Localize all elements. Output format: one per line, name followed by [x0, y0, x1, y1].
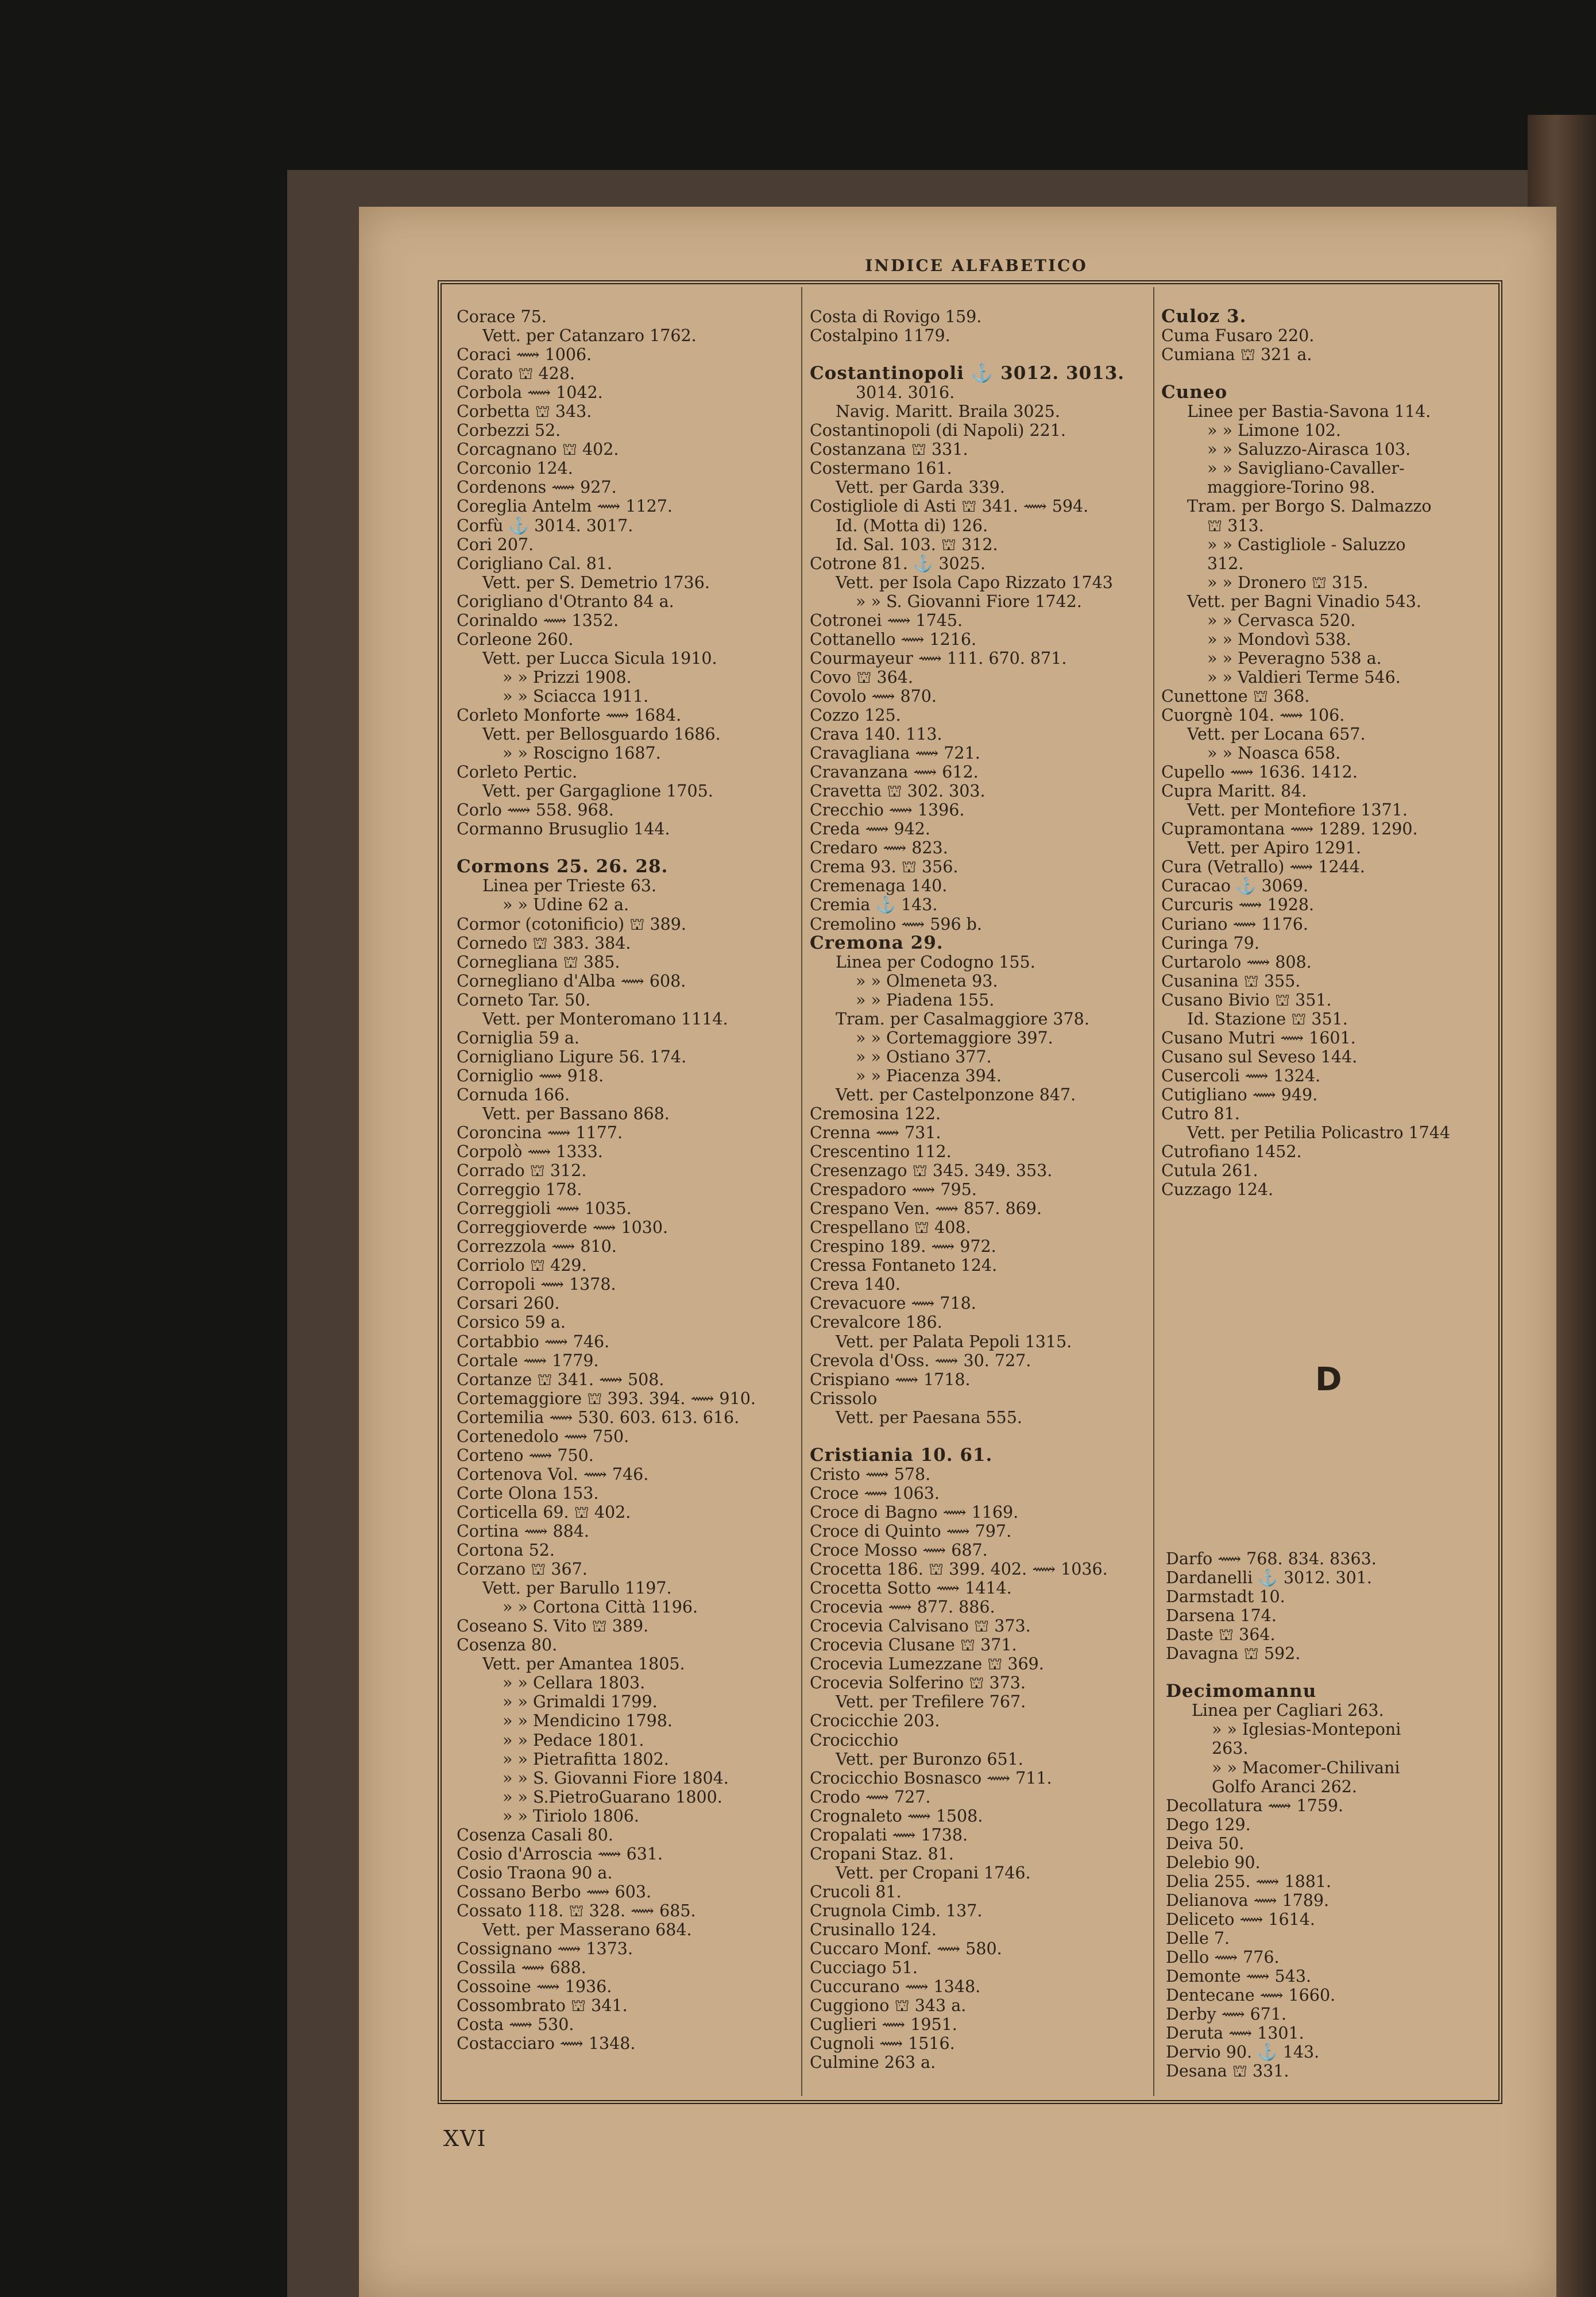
index-entry: Cosenza Casali 80.: [457, 1825, 613, 1844]
index-entry: ⛫ 313.: [1207, 516, 1264, 535]
index-entry: Id. (Motta di) 126.: [836, 516, 988, 535]
index-entry: Costa di Rovigo 159.: [810, 307, 982, 326]
index-entry: Culmine 263 a.: [810, 2053, 936, 2072]
index-entry: Cori 207.: [457, 535, 534, 554]
index-entry: » » Sciacca 1911.: [503, 686, 649, 706]
index-entry: [810, 345, 1143, 364]
index-entry: » » Prizzi 1908.: [503, 667, 632, 687]
index-entry: Cossato 118. ⛫ 328. ⟿ 685.: [457, 1901, 696, 1920]
index-entry: Cornegliano d'Alba ⟿ 608.: [457, 971, 686, 991]
index-entry: Corrado ⛫ 312.: [457, 1161, 587, 1181]
index-entry: Corteno ⟿ 750.: [457, 1445, 594, 1465]
index-entry: Cortanze ⛫ 341. ⟿ 508.: [457, 1370, 664, 1389]
index-entry: Cuccurano ⟿ 1348.: [810, 1977, 981, 1997]
section-letter: D: [1315, 1361, 1342, 1398]
index-entry: » » Noasca 658.: [1207, 744, 1341, 763]
index-entry: Creda ⟿ 942.: [810, 819, 930, 839]
index-entry: Vett. per Castelponzone 847.: [836, 1085, 1076, 1104]
index-entry: Costermano 161.: [810, 459, 952, 478]
index-entry: Linea per Trieste 63.: [482, 876, 657, 896]
index-entry: Vett. per Monteromano 1114.: [482, 1009, 728, 1028]
index-entry: Cusanina ⛫ 355.: [1161, 971, 1301, 991]
index-entry: Crecchio ⟿ 1396.: [810, 801, 965, 820]
index-entry: Cornuda 166.: [457, 1085, 570, 1104]
index-entry: Linee per Bastia-Savona 114.: [1187, 402, 1431, 421]
index-column-3-letter-d: [1166, 1549, 1499, 2081]
index-entry: Darfo ⟿ 768. 834. 8363.: [1166, 1549, 1377, 1568]
index-entry: Cortenedolo ⟿ 750.: [457, 1426, 629, 1446]
index-entry: Corsico 59 a.: [457, 1313, 566, 1332]
index-entry: Correzzola ⟿ 810.: [457, 1237, 617, 1256]
index-entry: Cutula 261.: [1161, 1161, 1258, 1181]
index-entry: Vett. per Isola Capo Rizzato 1743: [836, 573, 1113, 592]
index-entry: Vett. per Lucca Sicula 1910.: [482, 648, 717, 668]
index-entry: Linea per Codogno 155.: [836, 952, 1035, 972]
index-entry: Dervio 90. ⚓ 143.: [1166, 2043, 1320, 2062]
index-entry: Curiano ⟿ 1176.: [1161, 914, 1308, 934]
column-rule: [1153, 287, 1154, 2096]
index-entry: Costantinopoli (di Napoli) 221.: [810, 421, 1066, 440]
index-entry: Corigliano d'Otranto 84 a.: [457, 591, 674, 611]
index-entry: Costa ⟿ 530.: [457, 2015, 574, 2035]
index-entry: Covo ⛫ 364.: [810, 667, 913, 687]
index-entry: Crocevia Calvisano ⛫ 373.: [810, 1617, 1031, 1636]
index-entry: Cunettone ⛫ 368.: [1161, 686, 1310, 706]
index-entry: Dego 129.: [1166, 1815, 1251, 1834]
index-entry: Vett. per Barullo 1197.: [482, 1579, 672, 1598]
index-entry: » » Piadena 155.: [856, 990, 995, 1010]
index-entry: Cremenaga 140.: [810, 876, 948, 896]
index-entry: » » Mendicino 1798.: [503, 1711, 673, 1731]
index-entry: Crocevia Clusane ⛫ 371.: [810, 1635, 1017, 1655]
index-entry: Cremolino ⟿ 596 b.: [810, 914, 982, 934]
index-entry: Dentecane ⟿ 1660.: [1166, 1986, 1336, 2005]
index-entry: » » Roscigno 1687.: [503, 744, 661, 763]
index-entry: Corcagnano ⛫ 402.: [457, 440, 619, 459]
index-entry: » » Macomer-Chilivani: [1212, 1758, 1400, 1777]
index-entry: Cristiania 10. 61.: [810, 1444, 993, 1465]
index-entry: Cristo ⟿ 578.: [810, 1464, 931, 1484]
index-entry: Dardanelli ⚓ 3012. 301.: [1166, 1568, 1372, 1588]
index-entry: Credaro ⟿ 823.: [810, 838, 948, 858]
index-entry: Cortemilia ⟿ 530. 603. 613. 616.: [457, 1407, 740, 1427]
index-entry: Vett. per Bellosguardo 1686.: [482, 725, 721, 744]
index-entry: » » Iglesias-Monteponi: [1212, 1720, 1401, 1739]
index-entry: Cupello ⟿ 1636. 1412.: [1161, 763, 1358, 782]
index-entry: Cortona 52.: [457, 1541, 555, 1560]
index-entry: Cremona 29.: [810, 932, 944, 953]
index-entry: Corbetta ⛫ 343.: [457, 402, 592, 421]
index-entry: Navig. Maritt. Braila 3025.: [836, 402, 1060, 421]
index-entry: Davagna ⛫ 592.: [1166, 1644, 1301, 1664]
index-entry: Crocicchio: [810, 1730, 899, 1750]
index-entry: Cuorgnè 104. ⟿ 106.: [1161, 705, 1345, 725]
index-entry: Croce di Quinto ⟿ 797.: [810, 1522, 1012, 1541]
index-entry: Vett. per Cropani 1746.: [836, 1863, 1031, 1882]
index-entry: Crevacuore ⟿ 718.: [810, 1294, 976, 1313]
index-entry: Coraci ⟿ 1006.: [457, 345, 592, 365]
index-entry: Creva 140.: [810, 1275, 901, 1294]
index-entry: Cusercoli ⟿ 1324.: [1161, 1066, 1321, 1085]
index-entry: » » Grimaldi 1799.: [503, 1692, 658, 1712]
index-entry: Vett. per Palata Pepoli 1315.: [836, 1332, 1072, 1351]
index-entry: Corato ⛫ 428.: [457, 364, 575, 384]
index-entry: Curinga 79.: [1161, 933, 1259, 953]
index-entry: Cuglieri ⟿ 1951.: [810, 2015, 957, 2035]
index-entry: Crescentino 112.: [810, 1142, 952, 1162]
index-entry: Crocevia ⟿ 877. 886.: [810, 1598, 995, 1617]
index-entry: Cornigliano Ligure 56. 174.: [457, 1047, 687, 1066]
index-entry: Covolo ⟿ 870.: [810, 686, 937, 706]
index-entry: Curcuris ⟿ 1928.: [1161, 895, 1315, 915]
index-entry: » » Mondovì 538.: [1207, 629, 1351, 649]
index-entry: Cupramontana ⟿ 1289. 1290.: [1161, 819, 1418, 839]
index-entry: Linea per Cagliari 263.: [1192, 1701, 1384, 1720]
index-entry: » » S. Giovanni Fiore 1742.: [856, 591, 1082, 611]
index-entry: Cottanello ⟿ 1216.: [810, 629, 977, 649]
index-entry: Decollatura ⟿ 1759.: [1166, 1796, 1344, 1815]
index-entry: Vett. per Montefiore 1371.: [1187, 801, 1408, 820]
index-entry: Vett. per Petilia Policastro 1744: [1187, 1123, 1451, 1143]
index-entry: Culoz 3.: [1161, 306, 1247, 327]
index-entry: 3014. 3016.: [856, 383, 955, 403]
index-entry: Cutigliano ⟿ 949.: [1161, 1085, 1318, 1104]
index-entry: Vett. per Bagni Vinadio 543.: [1187, 591, 1421, 611]
index-entry: » » Cellara 1803.: [503, 1673, 646, 1693]
index-entry: Cravagliana ⟿ 721.: [810, 744, 980, 763]
index-entry: Corzano ⛫ 367.: [457, 1560, 588, 1579]
index-entry: Cuma Fusaro 220.: [1161, 326, 1315, 346]
index-entry: maggiore-Torino 98.: [1207, 478, 1375, 497]
index-entry: » » Cervasca 520.: [1207, 610, 1356, 630]
index-entry: Tram. per Casalmaggiore 378.: [836, 1009, 1089, 1028]
index-entry: Costanzana ⛫ 331.: [810, 440, 968, 459]
index-entry: Crocevia Lumezzane ⛫ 369.: [810, 1654, 1044, 1674]
index-entry: Crusinallo 124.: [810, 1920, 937, 1939]
index-entry: Delia 255. ⟿ 1881.: [1166, 1871, 1332, 1891]
index-entry: Cormanno Brusuglio 144.: [457, 819, 670, 839]
index-entry: Courmayeur ⟿ 111. 670. 871.: [810, 648, 1067, 668]
index-entry: » » Peveragno 538 a.: [1207, 648, 1382, 668]
index-entry: Demonte ⟿ 543.: [1166, 1967, 1312, 1986]
index-entry: Dello ⟿ 776.: [1166, 1947, 1280, 1967]
index-entry: Daste ⛫ 364.: [1166, 1625, 1276, 1645]
index-entry: Cremia ⚓ 143.: [810, 895, 938, 915]
index-entry: Crucoli 81.: [810, 1882, 902, 1901]
index-entry: Cucciago 51.: [810, 1958, 918, 1978]
index-entry: Id. Stazione ⛫ 351.: [1187, 1009, 1348, 1028]
index-entry: Corace 75.: [457, 307, 547, 326]
index-entry: [1161, 364, 1494, 383]
index-entry: » » Pedace 1801.: [503, 1730, 644, 1750]
page-header: INDICE ALFABETICO: [865, 256, 1088, 275]
index-entry: Corropoli ⟿ 1378.: [457, 1275, 616, 1294]
index-entry: Cossoine ⟿ 1936.: [457, 1977, 612, 1997]
index-entry: Darsena 174.: [1166, 1606, 1277, 1626]
index-entry: Coroncina ⟿ 1177.: [457, 1123, 623, 1143]
index-entry: Cossignano ⟿ 1373.: [457, 1939, 633, 1959]
index-entry: Cozzo 125.: [810, 705, 901, 725]
index-entry: Vett. per Apiro 1291.: [1187, 838, 1362, 858]
index-entry: Corconio 124.: [457, 459, 573, 478]
index-entry: Correggioli ⟿ 1035.: [457, 1199, 632, 1219]
index-entry: Cresenzago ⛫ 345. 349. 353.: [810, 1161, 1053, 1181]
index-entry: Cortina ⟿ 884.: [457, 1522, 589, 1541]
index-entry: Corfù ⚓ 3014. 3017.: [457, 516, 633, 535]
index-entry: Correggio 178.: [457, 1180, 582, 1200]
index-entry: Cremosina 122.: [810, 1104, 941, 1123]
index-entry: Coreglia Antelm ⟿ 1127.: [457, 497, 673, 516]
index-entry: Vett. per S. Demetrio 1736.: [482, 573, 710, 592]
index-entry: » » Ostiano 377.: [856, 1047, 992, 1066]
index-entry: Curacao ⚓ 3069.: [1161, 876, 1309, 896]
index-entry: 312.: [1207, 554, 1244, 573]
index-entry: Cuzzago 124.: [1161, 1180, 1274, 1200]
index-entry: Crocicchio Bosnasco ⟿ 711.: [810, 1768, 1052, 1788]
index-entry: Cosio Traona 90 a.: [457, 1863, 613, 1882]
index-entry: Cressa Fontaneto 124.: [810, 1256, 998, 1275]
index-entry: Crevola d'Oss. ⟿ 30. 727.: [810, 1351, 1031, 1370]
index-entry: Crocevia Solferino ⛫ 373.: [810, 1673, 1026, 1693]
index-entry: Cugnoli ⟿ 1516.: [810, 2034, 955, 2054]
index-entry: Corpolò ⟿ 1333.: [457, 1142, 603, 1162]
index-entry: Cossano Berbo ⟿ 603.: [457, 1882, 652, 1901]
index-entry: » » S.PietroGuarano 1800.: [503, 1787, 722, 1807]
index-entry: » » Savigliano-Cavaller-: [1207, 459, 1405, 478]
index-entry: » » Cortona Città 1196.: [503, 1598, 698, 1617]
index-entry: Golfo Aranci 262.: [1212, 1777, 1357, 1796]
index-entry: Corlo ⟿ 558. 968.: [457, 801, 614, 820]
index-entry: Corticella 69. ⛫ 402.: [457, 1502, 631, 1522]
index-entry: Coseano S. Vito ⛫ 389.: [457, 1617, 649, 1636]
index-entry: Corniglio ⟿ 918.: [457, 1066, 604, 1085]
index-entry: Croce Mosso ⟿ 687.: [810, 1541, 988, 1560]
index-entry: Delianova ⟿ 1789.: [1166, 1890, 1330, 1910]
index-entry: Cravanzana ⟿ 612.: [810, 763, 979, 782]
index-entry: Costalpino 1179.: [810, 326, 950, 346]
index-entry: Delebio 90.: [1166, 1853, 1261, 1872]
index-entry: » » Saluzzo-Airasca 103.: [1207, 440, 1411, 459]
index-entry: Correggioverde ⟿ 1030.: [457, 1218, 668, 1238]
index-entry: Cuccaro Monf. ⟿ 580.: [810, 1939, 1002, 1959]
index-entry: Costacciaro ⟿ 1348.: [457, 2034, 636, 2054]
index-entry: Vett. per Garda 339.: [836, 478, 1005, 497]
index-entry: [457, 838, 784, 857]
index-entry: Crocetta 186. ⛫ 399. 402. ⟿ 1036.: [810, 1560, 1108, 1579]
index-entry: Corte Olona 153.: [457, 1483, 599, 1503]
index-entry: Corbola ⟿ 1042.: [457, 383, 603, 403]
index-entry: Cutro 81.: [1161, 1104, 1240, 1123]
index-entry: Cortenova Vol. ⟿ 746.: [457, 1464, 649, 1484]
index-entry: Crespano Ven. ⟿ 857. 869.: [810, 1199, 1042, 1219]
index-entry: » » Valdieri Terme 546.: [1207, 667, 1401, 687]
index-entry: Vett. per Gargaglione 1705.: [482, 782, 713, 801]
index-entry: Vett. per Bassano 868.: [482, 1104, 670, 1123]
index-entry: » » Olmeneta 93.: [856, 971, 998, 991]
index-entry: Cormor (cotonificio) ⛫ 389.: [457, 914, 686, 934]
index-entry: Cortabbio ⟿ 746.: [457, 1332, 610, 1351]
index-entry: » » Piacenza 394.: [856, 1066, 1002, 1085]
index-entry: » » Dronero ⛫ 315.: [1207, 573, 1369, 592]
index-entry: Id. Sal. 103. ⛫ 312.: [836, 535, 998, 554]
index-entry: Cutrofiano 1452.: [1161, 1142, 1302, 1162]
index-entry: » » Tiriolo 1806.: [503, 1806, 639, 1826]
index-entry: Cossila ⟿ 688.: [457, 1958, 586, 1978]
index-entry: Crispiano ⟿ 1718.: [810, 1370, 971, 1389]
index-entry: Cumiana ⛫ 321 a.: [1161, 345, 1312, 365]
index-entry: Vett. per Amantea 1805.: [482, 1654, 685, 1674]
index-entry: Corniglia 59 a.: [457, 1028, 579, 1047]
column-rule: [801, 287, 802, 2096]
index-entry: Crava 140. 113.: [810, 725, 942, 744]
index-entry: Curtarolo ⟿ 808.: [1161, 952, 1312, 972]
index-entry: Cosio d'Arroscia ⟿ 631.: [457, 1844, 663, 1863]
index-entry: Croce di Bagno ⟿ 1169.: [810, 1502, 1019, 1522]
index-entry: Cura (Vetrallo) ⟿ 1244.: [1161, 857, 1365, 877]
index-entry: Corleto Monforte ⟿ 1684.: [457, 705, 682, 725]
index-entry: Cordenons ⟿ 927.: [457, 478, 617, 497]
index-entry: [1166, 1663, 1499, 1682]
index-entry: Crespellano ⛫ 408.: [810, 1218, 971, 1238]
index-entry: Cravetta ⛫ 302. 303.: [810, 782, 986, 801]
index-entry: Derby ⟿ 671.: [1166, 2005, 1287, 2024]
index-entry: Vett. per Paesana 555.: [836, 1407, 1022, 1427]
index-entry: Cotrone 81. ⚓ 3025.: [810, 554, 986, 573]
index-entry: Darmstadt 10.: [1166, 1587, 1285, 1607]
index-entry: Cornegliana ⛫ 385.: [457, 952, 620, 972]
index-entry: Desana ⛫ 331.: [1166, 2062, 1289, 2081]
index-entry: Vett. per Masserano 684.: [482, 1920, 692, 1939]
index-entry: » » Pietrafitta 1802.: [503, 1749, 669, 1769]
index-entry: Costantinopoli ⚓ 3012. 3013.: [810, 363, 1125, 384]
index-entry: » » Limone 102.: [1207, 421, 1341, 440]
index-entry: Cupra Maritt. 84.: [1161, 782, 1307, 801]
index-entry: Cuneo: [1161, 382, 1228, 403]
index-entry: Crugnola Cimb. 137.: [810, 1901, 983, 1920]
index-entry: Vett. per Buronzo 651.: [836, 1749, 1023, 1769]
index-entry: Decimomannu: [1166, 1681, 1317, 1702]
index-entry: [810, 1427, 1143, 1446]
index-entry: Cotronei ⟿ 1745.: [810, 610, 963, 630]
index-entry: Costigliole di Asti ⛫ 341. ⟿ 594.: [810, 497, 1089, 516]
index-entry: Cusano sul Seveso 144.: [1161, 1047, 1358, 1066]
index-column-3: [1161, 307, 1494, 1199]
index-entry: Crenna ⟿ 731.: [810, 1123, 941, 1143]
index-entry: Crespadoro ⟿ 795.: [810, 1180, 977, 1200]
index-entry: Cropani Staz. 81.: [810, 1844, 954, 1863]
index-entry: Crespino 189. ⟿ 972.: [810, 1237, 996, 1256]
index-entry: Vett. per Locana 657.: [1187, 725, 1366, 744]
index-entry: Deliceto ⟿ 1614.: [1166, 1909, 1315, 1929]
index-entry: Corleone 260.: [457, 629, 574, 649]
index-entry: Crissolo: [810, 1389, 878, 1408]
index-entry: Deiva 50.: [1166, 1834, 1245, 1853]
index-entry: 263.: [1212, 1739, 1249, 1758]
index-entry: Cuggiono ⛫ 343 a.: [810, 1996, 967, 2016]
index-entry: Crema 93. ⛫ 356.: [810, 857, 959, 877]
index-entry: Cusano Bivio ⛫ 351.: [1161, 990, 1332, 1010]
index-entry: Crocicchie 203.: [810, 1711, 940, 1731]
index-entry: » » Castigliole - Saluzzo: [1207, 535, 1406, 554]
index-entry: Corbezzi 52.: [457, 421, 561, 440]
index-entry: Cormons 25. 26. 28.: [457, 856, 668, 877]
index-entry: Cropalati ⟿ 1738.: [810, 1825, 968, 1844]
index-entry: Corneto Tar. 50.: [457, 990, 591, 1010]
index-entry: Cortale ⟿ 1779.: [457, 1351, 599, 1370]
index-entry: Tram. per Borgo S. Dalmazzo: [1187, 497, 1432, 516]
index-entry: Crevalcore 186.: [810, 1313, 942, 1332]
index-entry: Deruta ⟿ 1301.: [1166, 2024, 1304, 2043]
index-column-1: [457, 307, 784, 2053]
index-entry: Corleto Pertic.: [457, 763, 578, 782]
index-entry: Corigliano Cal. 81.: [457, 554, 613, 573]
index-entry: Vett. per Trefilere 767.: [836, 1692, 1026, 1712]
index-entry: Cortemaggiore ⛫ 393. 394. ⟿ 910.: [457, 1389, 756, 1408]
index-entry: Corinaldo ⟿ 1352.: [457, 610, 619, 630]
index-entry: Vett. per Catanzaro 1762.: [482, 326, 697, 346]
index-entry: Crognaleto ⟿ 1508.: [810, 1806, 983, 1826]
index-entry: Delle 7.: [1166, 1928, 1230, 1948]
index-entry: Cusano Mutri ⟿ 1601.: [1161, 1028, 1356, 1047]
index-entry: Corriolo ⛫ 429.: [457, 1256, 587, 1275]
index-entry: Crocetta Sotto ⟿ 1414.: [810, 1579, 1012, 1598]
index-column-2: [810, 307, 1143, 2072]
index-entry: » » S. Giovanni Fiore 1804.: [503, 1768, 729, 1788]
index-entry: Cossombrato ⛫ 341.: [457, 1996, 628, 2016]
index-entry: » » Udine 62 a.: [503, 895, 629, 915]
index-entry: » » Cortemaggiore 397.: [856, 1028, 1053, 1047]
index-entry: Corsari 260.: [457, 1294, 560, 1313]
index-entry: Cornedo ⛫ 383. 384.: [457, 933, 631, 953]
index-entry: Croce ⟿ 1063.: [810, 1483, 940, 1503]
index-entry: Cosenza 80.: [457, 1635, 558, 1655]
page-number: XVI: [443, 2126, 487, 2151]
index-entry: Crodo ⟿ 727.: [810, 1787, 931, 1807]
